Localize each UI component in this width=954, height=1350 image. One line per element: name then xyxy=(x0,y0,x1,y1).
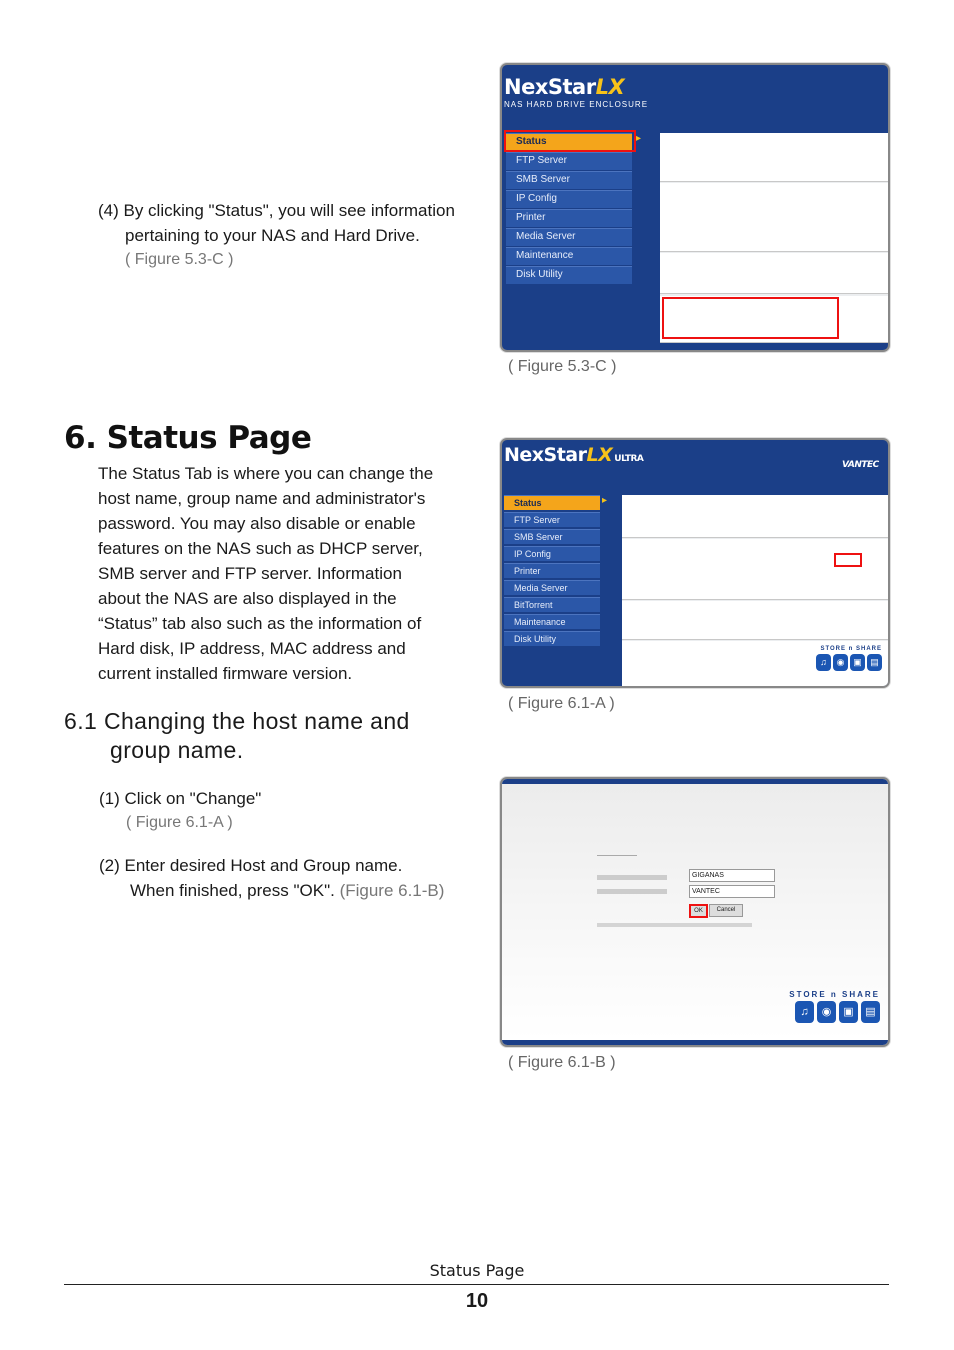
nas-subtitle: NAS HARD DRIVE ENCLOSURE xyxy=(504,100,649,109)
store-share-badge xyxy=(764,990,880,1023)
change-highlight xyxy=(834,553,862,567)
step2-figure-ref: (Figure 6.1-B) xyxy=(339,881,445,900)
step1-figure-ref: ( Figure 6.1-A ) xyxy=(126,814,233,831)
cancel-button[interactable]: Cancel xyxy=(709,904,743,917)
photo-icon: ▣ xyxy=(850,654,865,671)
figure-6-1-a-screenshot xyxy=(500,438,890,688)
group-name-label xyxy=(597,889,667,894)
subsection-title-line2: group name. xyxy=(110,737,244,763)
store-share-badge xyxy=(798,646,882,671)
menu-item-ftp[interactable]: FTP Server xyxy=(506,152,632,170)
host-name-input[interactable]: GIGANAS xyxy=(689,869,775,882)
subsection-title-line1: 6.1 Changing the host name and xyxy=(64,708,410,734)
intro-line: host name, group name and administrator's xyxy=(98,489,426,508)
footer-rule xyxy=(64,1284,889,1285)
menu-item-maintenance[interactable]: Maintenance xyxy=(504,614,600,629)
menu-item-disk[interactable]: Disk Utility xyxy=(504,631,600,646)
photo-icon: ▣ xyxy=(839,1001,858,1023)
movie-icon: ▤ xyxy=(861,1001,880,1023)
section-title: 6. Status Page xyxy=(64,420,312,456)
note-text xyxy=(597,923,752,927)
service-section xyxy=(660,253,888,294)
menu-item-printer[interactable]: Printer xyxy=(504,563,600,578)
footer-section-name: Status Page xyxy=(429,1261,525,1280)
network-section xyxy=(660,133,888,182)
identification-rule xyxy=(597,855,637,856)
active-arrow-icon: ▸ xyxy=(636,133,642,144)
menu-item-status[interactable]: Status xyxy=(504,495,600,510)
menu-item-smb[interactable]: SMB Server xyxy=(504,529,600,544)
intro-line: about the NAS are also displayed in the xyxy=(98,589,397,608)
system-section xyxy=(660,183,888,252)
page-number: 10 xyxy=(465,1290,489,1312)
intro-line: features on the NAS such as DHCP server, xyxy=(98,539,423,558)
data-icon: ◉ xyxy=(833,654,848,671)
intro-line: current installed firmware version. xyxy=(98,664,353,683)
menu-item-ipconfig[interactable]: IP Config xyxy=(506,190,632,208)
nexstar-logo: NexStarLX xyxy=(504,75,625,99)
figure-5-3-c-screenshot xyxy=(500,63,890,352)
music-icon: ♫ xyxy=(795,1001,814,1023)
step2-line1: (2) Enter desired Host and Group name. xyxy=(99,856,403,875)
movie-icon: ▤ xyxy=(867,654,882,671)
menu-item-disk[interactable]: Disk Utility xyxy=(506,266,632,284)
figure-5-3-c-caption: ( Figure 5.3-C ) xyxy=(508,358,617,375)
store-share-text: STORE n SHARE xyxy=(789,990,880,999)
group-name-input[interactable]: VANTEC xyxy=(689,885,775,898)
intro-line: SMB server and FTP server. Information xyxy=(98,564,402,583)
step4-figure-ref: ( Figure 5.3-C ) xyxy=(125,251,234,268)
menu-item-ftp[interactable]: FTP Server xyxy=(504,512,600,527)
bottom-bar xyxy=(502,1040,888,1045)
menu-item-media[interactable]: Media Server xyxy=(506,228,632,246)
step2-line2: When finished, press "OK". (Figure 6.1-B) xyxy=(130,881,445,900)
music-icon: ♫ xyxy=(816,654,831,671)
step4-line1: (4) By clicking "Status", you will see information xyxy=(98,201,455,220)
menu-item-printer[interactable]: Printer xyxy=(506,209,632,227)
step4-line2: pertaining to your NAS and Hard Drive. xyxy=(125,226,420,245)
menu-item-bittorrent[interactable]: BitTorrent xyxy=(504,597,600,612)
status-highlight xyxy=(504,130,636,152)
system-section xyxy=(622,539,888,600)
section-intro xyxy=(98,461,458,686)
intro-line: The Status Tab is where you can change the xyxy=(98,464,434,483)
data-icon: ◉ xyxy=(817,1001,836,1023)
menu-item-smb[interactable]: SMB Server xyxy=(506,171,632,189)
menu-item-status[interactable]: Status xyxy=(506,133,632,151)
figure-6-1-b-caption: ( Figure 6.1-B ) xyxy=(508,1054,616,1071)
intro-line: Hard disk, IP address, MAC address and xyxy=(98,639,406,658)
service-section xyxy=(622,601,888,640)
figure-6-1-b-screenshot xyxy=(500,777,890,1047)
host-name-label xyxy=(597,875,667,880)
status-panel xyxy=(622,495,888,686)
vantec-logo: VANTEC xyxy=(842,460,879,470)
figure-6-1-a-caption: ( Figure 6.1-A ) xyxy=(508,695,615,712)
intro-line: “Status” tab also such as the information of xyxy=(98,614,422,633)
network-section xyxy=(622,495,888,538)
step1-text: (1) Click on "Change" xyxy=(99,789,262,808)
menu-item-maintenance[interactable]: Maintenance xyxy=(506,247,632,265)
active-arrow-icon: ▸ xyxy=(602,495,608,506)
disk-info-highlight xyxy=(662,297,839,339)
menu-item-media[interactable]: Media Server xyxy=(504,580,600,595)
nexstar-ultra-logo: NexStarLX ULTRA xyxy=(504,444,644,466)
intro-line: password. You may also disable or enable xyxy=(98,514,416,533)
store-share-text: STORE n SHARE xyxy=(820,646,882,652)
menu-item-ipconfig[interactable]: IP Config xyxy=(504,546,600,561)
ok-button[interactable]: OK xyxy=(689,904,708,918)
